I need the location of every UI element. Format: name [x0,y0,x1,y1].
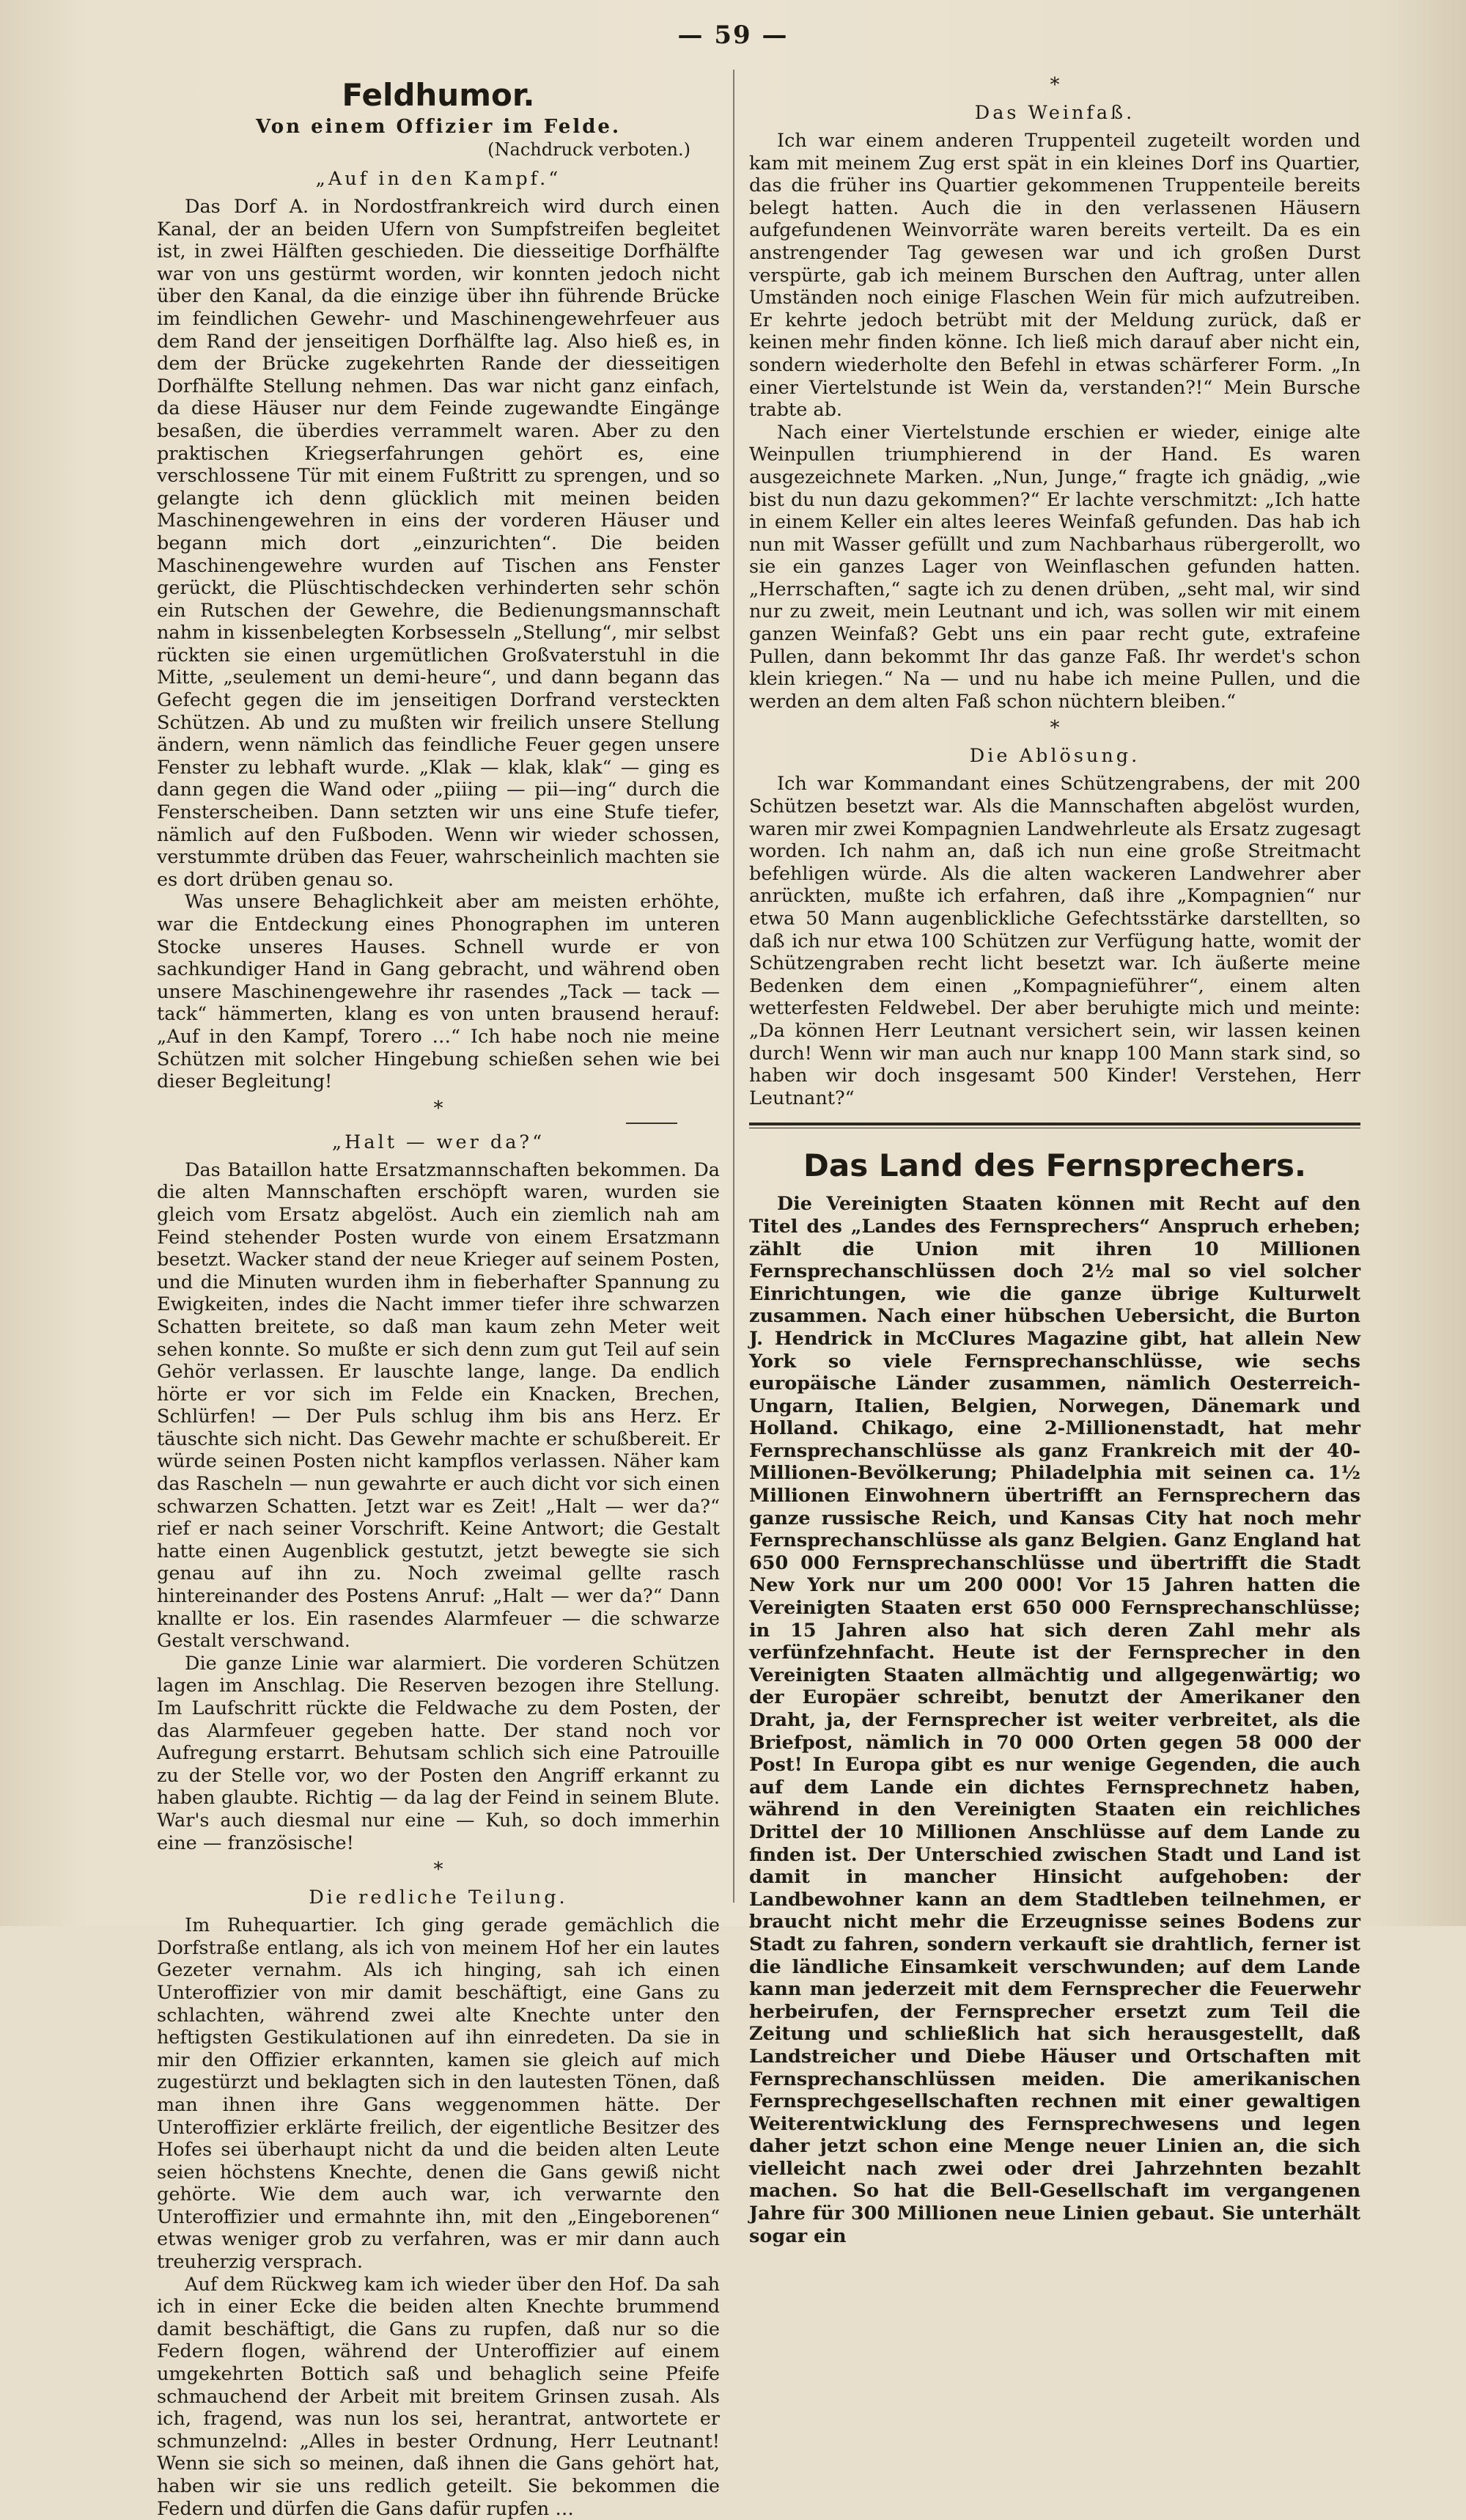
section-heading-weinfass: Das Weinfaß. [974,102,1135,124]
reprint-note: (Nachdruck verboten.) [487,139,690,160]
paragraph: Ich war einem anderen Truppenteil zugeteilt worden und kam mit meinem Zug erst spät in ein kleines Dorf ins Quartier, das die früher ins Quartier gekommenen Truppenteile bereits belegt hatten. Auch die in den verlassenen Häusern aufgefundenen Weinvorräte waren bereits verteilt. Da es ein anstrengender Tag gewesen war und ich großen Durst verspürte, gab ich meinem Burschen den Auftrag, unter allen Umständen noch einige Flaschen Wein für mich aufzutreiben. Er kehrte jedoch betrübt mit der Meldung zurück, daß er keinen mehr finden könne. Ich ließ mich darauf aber nicht ein, sondern wiederholte den Befehl in etwas schärferer Form. „In einer Viertelstunde ist Wein da, verstanden?!“ Mein Bursche trabte ab. [749,130,1360,422]
section-separator-star: * [1050,74,1060,96]
paragraph: Ich war Kommandant eines Schützengrabens, der mit 200 Schützen besetzt war. Als die Mannschaften abgelöst wurden, waren mir zwei Kompagnien Landwehrleute als Ersatz zugesagt worden. Ich nahm an, daß ich nun eine große Streitmacht befehligen würde. Als die alten wackeren Landwehrer aber anrückten, mußte ich erfahren, daß ihre „Kompagnien“ nur etwa 50 Mann augenblickliche Gefechtsstärke darstellten, so daß ich nur etwa 100 Schützen zur Verfügung hatte, womit der Schützengraben recht licht besetzt war. Ich äußerte meine Bedenken dem einen „Kompagnieführer“, einem alten wetterfesten Feldwebel. Der aber beruhigte mich und meinte: „Da können Herr Leutnant versichert sein, wir lassen keinen durch! Wenn wir man auch nur knapp 100 Mann stark sind, so haben wir doch insgesamt 500 Kinder! Verstehen, Herr Leutnant?“ [749,773,1360,1109]
paragraph: Was unsere Behaglichkeit aber am meisten erhöhte, war die Entdeckung eines Phonographen im unteren Stocke unseres Hauses. Schnell wurde er von sachkundiger Hand in Gang gebracht, und während oben unsere Maschinengewehre ihr rasendes „Tack — tack — tack“ hämmerten, klang es von unten brausend herauf: „Auf in den Kampf, Torero …“ Ich habe noch nie meine Schützen mit solcher Hingebung schießen sehen wie bei dieser Begleitung! [157,891,720,1093]
section-separator-star: * [1050,717,1060,740]
paragraph: Nach einer Viertelstunde erschien er wieder, einige alte Weinpullen triumphierend in der Hand. Es waren ausgezeichnete Marken. „Nun, Junge,“ fragte ich gnädig, „wie bist du nun dazu gekommen?“ Er lachte verschmitzt: „Ich hatte in einem Keller ein altes leeres Weinfaß gefunden. Das hab ich nun mit Wasser gefüllt und zum Nachbarhaus rübergerollt, wo sie ein ganzes Lager von Weinflaschen gefunden hatten. „Herrschaften,“ sagte ich zu denen drüben, „seht mal, wir sind nur zu zweit, mein Leutnant und ich, was sollen wir mit einem ganzen Weinfaß? Gebt uns ein paar recht gute, extrafeine Pullen, dann bekommt Ihr das ganze Faß. Ihr werdet's schon klein kriegen.“ Na — und nu habe ich meine Pullen, und die werden an dem alten Faß schon nüchtern bleiben.“ [749,421,1360,713]
column-divider [733,70,734,1903]
section-heading-teilung: Die redliche Teilung. [309,1887,568,1909]
fernsprecher-paragraph: Die Vereinigten Staaten können mit Recht auf den Titel des „Landes des Fernsprechers“ Anspruch erheben; zählt die Union mit ihren 10 Millionen Fernsprechanschlüssen doch 2½ mal so viel solcher Einrichtungen, wie die ganze übrige Kulturwelt zusammen. Nach einer hübschen Uebersicht, die Burton J. Hendrick in McClures Magazine gibt, hat allein New York so viele Fernsprechanschlüsse, wie sechs europäische Länder zusammen, nämlich Oesterreich-Ungarn, Italien, Belgien, Norwegen, Dänemark und Holland. Chikago, eine 2-Millionenstadt, hat mehr Fernsprechanschlüsse als ganz Frankreich mit der 40-Millionen-Bevölkerung; Philadelphia mit seinen ca. 1½ Millionen Einwohnern übertrifft an Fernsprechern das ganze russische Reich, und Kansas City hat noch mehr Fernsprechanschlüsse als ganz Belgien. Ganz England hat 650 000 Fernsprechanschlüsse und übertrifft die Stadt New York nur um 200 000! Vor 15 Jahren hatten die Vereinigten Staaten erst 650 000 Fernsprechanschlüsse; in 15 Jahren also hat sich deren Zahl mehr als verfünfzehnfacht. Heute ist der Fernsprecher in den Vereinigten Staaten allmächtig und allgegenwärtig; wo der Europäer schreibt, benutzt der Amerikaner den Draht, ja, der Fernsprecher ist weiter verbreitet, als die Briefpost, nämlich in 70 000 Orten gegen 58 000 der Post! In Europa gibt es nur wenige Gegenden, die auch auf dem Lande ein dichtes Fernsprechnetz haben, während in den Vereinigten Staaten ein reichliches Drittel der 10 Millionen Anschlüsse auf dem Lande zu finden ist. Der Unterschied zwischen Stadt und Land ist damit in mancher Hinsicht aufgehoben: der Landbewohner kann an dem Stadtleben teilnehmen, er braucht nicht mehr die Erzeugnisse seines Bodens zur Stadt zu fahren, sondern verkauft sie drahtlich, ferner ist die ländliche Einsamkeit verschwunden; auf dem Lande kann man jederzeit mit dem Fernsprecher die Feuerwehr herbeirufen, der Fernsprecher ersetzt zum Teil die Zeitung und schließlich hat sich herausgestellt, daß Landstreicher und Diebe Häuser und Ortschaften mit Fernsprechanschlüssen meiden. Die amerikanischen Fernsprechgesellschaften rechnen mit einer gewaltigen Weiterentwicklung des Fernsprechwesens und legen daher jetzt schon eine Menge neuer Linien an, die sich vielleicht nach zwei oder drei Jahrzehnten bezahlt machen. So hat die Bell-Gesellschaft im vergangenen Jahre für 300 Millionen neue Linien gebaut. Sie unterhält sogar ein [749,1193,1360,2247]
right-column [749,70,1360,2247]
paragraph: Das Dorf A. in Nordostfrankreich wird durch einen Kanal, der an beiden Ufern von Sumpfstreifen begleitet ist, in zwei Hälften geschieden. Die diesseitige Dorfhälfte war von uns gestürmt worden, wir konnten jedoch nicht über den Kanal, da die einzige über ihn führende Brücke im feindlichen Gewehr- und Maschinengewehrfeuer aus dem Rand der jenseitigen Dorfhälfte lag. Also hieß es, in dem der Brücke zugekehrten Rande der diesseitigen Dorfhälfte Stellung nehmen. Das war nicht ganz einfach, da diese Häuser nur dem Feinde zugewandte Eingänge besaßen, die überdies verrammelt waren. Aber zu den praktischen Kriegserfahrungen gehört es, eine verschlossene Tür mit einem Fußtritt zu sprengen, und so gelangte ich denn glücklich mit meinen beiden Maschinengewehren in eins der vorderen Häuser und begann mich dort „einzurichten“. Die beiden Maschinengewehre wurden auf Tischen ans Fenster gerückt, die Plüschtischdecken verhinderten sehr schön ein Rutschen der Gewehre, die Bedienungsmannschaft nahm in kissenbelegten Korbsesseln „Stellung“, mir selbst rückten sie einen urgemütlichen Großvaterstuhl in die Mitte, „seulement un demi-heure“, und dann begann das Gefecht gegen die im jenseitigen Dorfrand versteckten Schützen. Ab und zu mußten wir freilich unsere Stellung ändern, wenn nämlich das feindliche Feuer gegen unsere Fenster zu lebhaft wurde. „Klak — klak, klak“ — ging es dann gegen die Wand oder „piiing — pii—ing“ durch die Fensterscheiben. Dann setzten wir uns eine Stufe tiefer, nämlich auf den Fußboden. Wenn wir wieder schossen, verstummte drüben das Feuer, wahrscheinlich machten sie es dort drüben genau so. [157,196,720,891]
paragraph: Die ganze Linie war alarmiert. Die vorderen Schützen lagen im Anschlag. Die Reserven bezogen ihre Stellung. Im Laufschritt rückte die Feldwache zu dem Posten, der das Alarmfeuer gegeben hatte. Der stand noch vor Aufregung erstarrt. Behutsam schlich sich eine Patrouille zu der Stelle vor, wo der Posten den Angriff erkannt zu haben glaubte. Richtig — da lag der Feind in seinem Blute. War's auch diesmal nur eine — Kuh, so doch immerhin eine — französische! [157,1652,720,1854]
section-heading-halt: „Halt — wer da?“ [331,1131,545,1153]
section-separator-star: * [433,1097,443,1120]
fernsprecher-title: Das Land des Fernsprechers. [803,1147,1306,1184]
paragraph: Im Ruhequartier. Ich ging gerade gemächlich die Dorfstraße entlang, als ich von meinem Hof her ein lautes Gezeter vernahm. Als ich hinging, sah ich einen Unteroffizier von mir damit beschäftigt, eine Gans zu schlachten, während zwei alte Knechte unter den heftigsten Gestikulationen auf ihn einredeten. Da sie in mir den Offizier erkannten, kamen sie gleich auf mich zugestürzt und beklagten sich in den lautesten Tönen, daß man ihnen ihre Gans weggenommen hätte. Der Unteroffizier erklärte freilich, der eigentliche Besitzer des Hofes sei überhaupt nicht da und die beiden alten Leute seien höchstens Knechte, denen die Gans gewiß nicht gehörte. Wie dem auch war, ich verwarnte den Unteroffizier und ermahnte ihn, mit den „Eingeborenen“ etwas weniger grob zu verfahren, was er mir dann auch treuherzig versprach. [157,1914,720,2274]
feldhumor-title: Feldhumor. [342,77,535,113]
section-separator-star: * [433,1859,443,1881]
page-number: — 59 — [677,21,789,50]
section-separator-rule [626,1123,677,1124]
left-column [157,70,720,2520]
section-heading-abloesung: Die Ablösung. [969,745,1141,768]
paragraph: Auf dem Rückweg kam ich wieder über den Hof. Da sah ich in einer Ecke die beiden alten Knechte brummend damit beschäftigt, die Gans zu rupfen, daß nur so die Federn flogen, während der Unteroffizier auf einem umgekehrten Bottich saß und behaglich seine Pfeife schmauchend der Arbeit mit breitem Grinsen zusah. Als ich, fragend, was nun los sei, herantrat, antwortete er schmunzelnd: „Alles in bester Ordnung, Herr Leutnant! Wenn sie sich so meinen, daß ihnen die Gans gehört hat, haben wir sie uns redlich geteilt. Sie bekommen die Federn und dürfen die Gans dafür rupfen … [157,2273,720,2520]
article-separator-thick [749,1123,1360,1125]
feldhumor-byline: Von einem Offizier im Felde. [255,116,621,138]
section-heading-kampf: „Auf in den Kampf.“ [315,168,561,190]
paragraph: Das Bataillon hatte Ersatzmannschaften bekommen. Da die alten Mannschaften erschöpft waren, wurden sie gleich vom Ersatz abgelöst. Auch ein ziemlich nah am Feind stehender Posten wurde von einem Ersatzmann besetzt. Wacker stand der neue Krieger auf seinem Posten, und die Minuten wurden ihm in fieberhafter Spannung zu Ewigkeiten, indes die Nacht immer tiefer ihre schwarzen Schatten breitete, so daß man kaum zehn Meter weit sehen konnte. So mußte er sich denn zum gut Teil auf sein Gehör verlassen. Er lauschte lange, lange. Da endlich hörte er vor sich im Felde ein Knacken, Brechen, Schlürfen! — Der Puls schlug ihm bis ans Herz. Er täuschte sich nicht. Das Gewehr machte er schußbereit. Er würde seinen Posten nicht kampflos verlassen. Näher kam das Rascheln — nun gewahrte er auch dicht vor sich einen schwarzen Schatten. Jetzt war es Zeit! „Halt — wer da?“ rief er nach seiner Vorschrift. Keine Antwort; die Gestalt hatte einen Augenblick gestutzt, jetzt bewegte sie sich genau auf ihn zu. Noch zweimal gellte rasch hintereinander des Postens Anruf: „Halt — wer da?“ Dann knallte er los. Ein rasendes Alarmfeuer — die schwarze Gestalt verschwand. [157,1158,720,1653]
